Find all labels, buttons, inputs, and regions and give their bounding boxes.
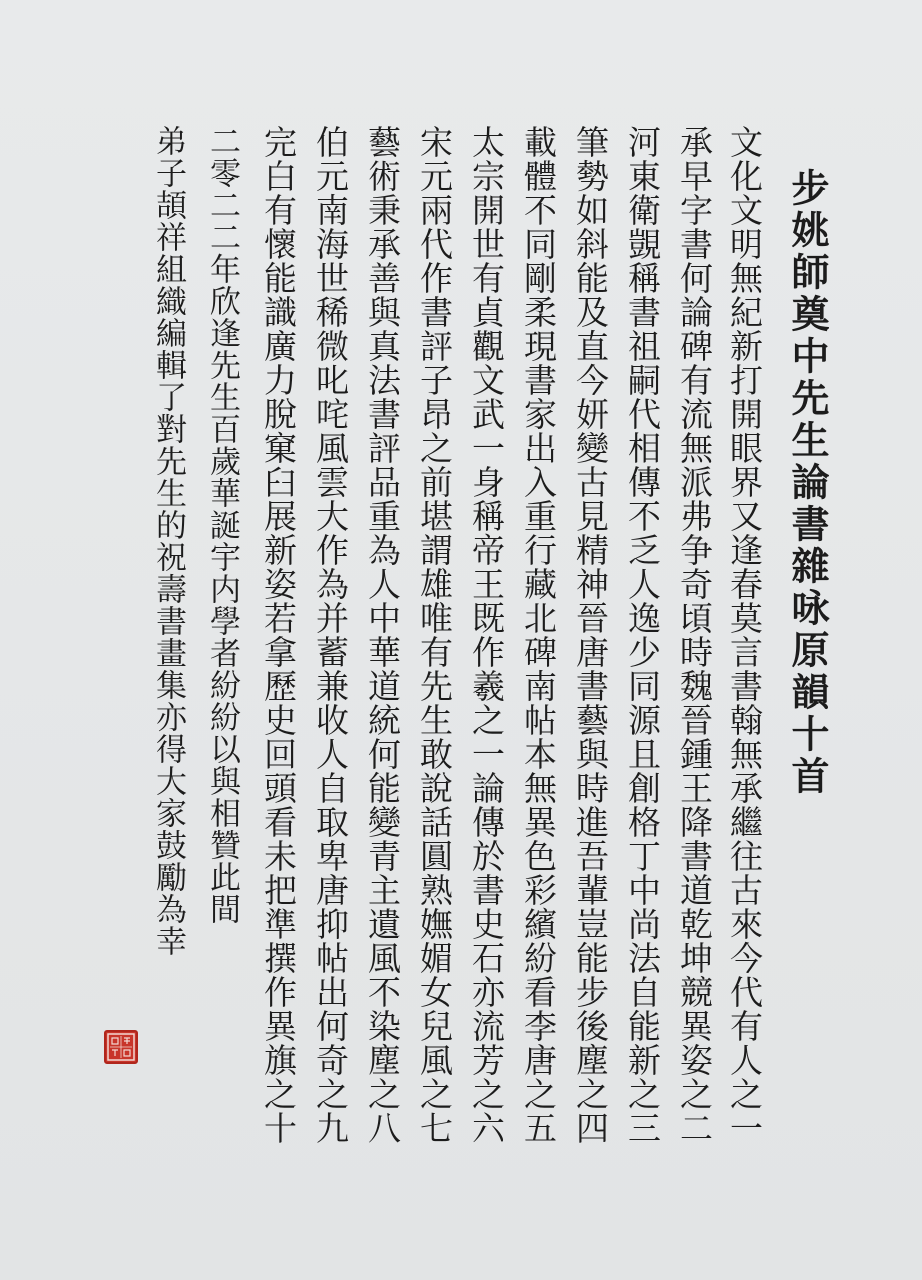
poem-line-2: 承早字書何論碑有流無派弗争奇頃時魏晉鍾王降書道乾坤競異姿之二 (675, 125, 714, 1145)
red-seal-stamp (104, 1030, 138, 1064)
poem-line-3: 河東衛覬稱書祖嗣代相傳不乏人逸少同源且創格丁中尚法自能新之三 (623, 125, 662, 1145)
poem-line-8: 藝術秉承善與真法書評品重為人中華道統何能變青主遺風不染塵之八 (363, 125, 402, 1145)
colophon-line-2: 弟子頡祥組織編輯了對先生的祝壽書畫集亦得大家鼓勵為幸 (150, 125, 186, 957)
poem-line-9: 伯元南海世稀微叱咤風雲大作為并蓄兼收人自取卑唐抑帖出何奇之九 (311, 125, 350, 1145)
poem-line-10: 完白有懷能識廣力脫窠臼展新姿若拿歷史回頭看未把準撰作異旗之十 (259, 125, 298, 1145)
poem-line-4: 筆勢如斜能及直今妍變古見精神晉唐書藝與時進吾輩豈能步後塵之四 (571, 125, 610, 1145)
colophon-line-1: 二零二二年欣逢先生百歲華誕宇内學者紛紛以與相贊此間 (204, 125, 240, 925)
poem-line-7: 宋元兩代作書評子昂之前堪謂雄唯有先生敢說話圓熟嫵媚女兒風之七 (415, 125, 454, 1145)
poem-line-6: 太宗開世有貞觀文武一身稱帝王既作羲之一論傳於書史石亦流芳之六 (467, 125, 506, 1145)
poem-line-5: 載體不同剛柔現書家出入重行藏北碑南帖本無異色彩繽紛看李唐之五 (519, 125, 558, 1145)
poem-line-1: 文化文明無紀新打開眼界又逢春莫言書翰無承繼往古來今代有人之一 (725, 125, 764, 1145)
poem-title: 步姚師奠中先生論書雜咏原韻十首 (785, 168, 830, 798)
